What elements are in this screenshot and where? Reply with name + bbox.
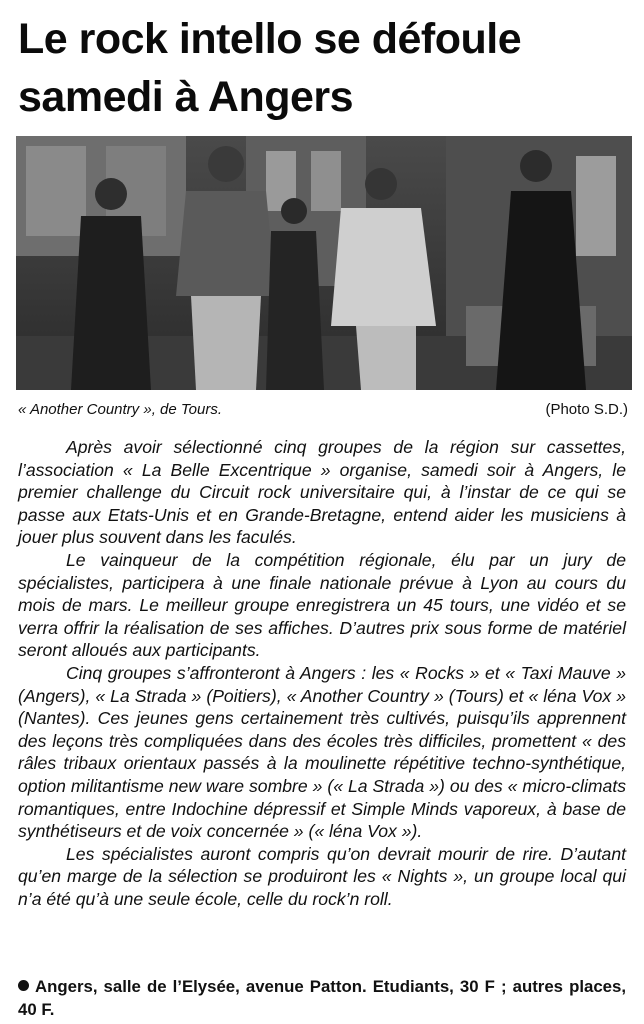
photo-caption: « Another Country », de Tours. bbox=[18, 401, 223, 418]
article-body bbox=[18, 436, 626, 910]
headline bbox=[18, 10, 630, 126]
band-photo bbox=[16, 136, 632, 390]
band-photo-illustration bbox=[16, 136, 632, 390]
photo-credit: (Photo S.D.) bbox=[545, 401, 628, 418]
event-info bbox=[18, 975, 626, 1021]
headline-line-2: samedi à Angers bbox=[18, 73, 354, 121]
headline-line-1: Le rock intello se défoule bbox=[18, 15, 522, 63]
article-paragraph-1: Après avoir sélectionné cinq groupes de la région sur cassettes, l’association « La Belle Excentrique » organise, samedi soir à Angers, le premier challenge du Circuit rock universitaire qui, à l’instar de ce qui se passe aux Etats-Unis et en Grande-Bretagne, entend aider les musiciens à jouer plus souvent dans les faculés. bbox=[18, 437, 626, 548]
article-paragraph-4: Les spécialistes auront compris qu’on devrait mourir de rire. D’autant qu’en marge de la sélection se produiront les « Nights », un groupe local qui n’a été qu’à une seule école, celle du rock’n roll. bbox=[18, 843, 626, 909]
bullet-icon bbox=[18, 980, 29, 991]
article-paragraph-2: Le vainqueur de la compétition régionale, élu par un jury de spécialistes, participera à une finale nationale prévue à Lyon au cours du mois de mars. Le meilleur groupe enregistrera un 45 tours, une vidéo et se verra offrir la réalisation de ses affiches. D’autres prix sous forme de matériel seront alloués aux participants. bbox=[18, 549, 626, 661]
event-info-text: Angers, salle de l’Elysée, avenue Patton. Etudiants, 30 F ; autres places, 40 F. bbox=[18, 977, 626, 1019]
article-paragraph-3: Cinq groupes s’affronteront à Angers : les « Rocks » et « Taxi Mauve » (Angers), « La Strada » (Poitiers), « Another Country » (Tours) et « léna Vox » (Nantes). Ces jeunes gens certainement très cultivés, puisqu’ils apprennent des leçons très compliquées dans des écoles très difficiles, promettent « des râles tribaux orientaux passés à la moulinette répétitive techno-synthétique, option militantisme new ware sombre » (« La Strada ») ou des « micro-climats romantiques, entre Indochine dépressif et Simple Minds vaporeux, à base de synthétiseurs et de voix concernée » (« léna Vox »). bbox=[18, 662, 626, 842]
